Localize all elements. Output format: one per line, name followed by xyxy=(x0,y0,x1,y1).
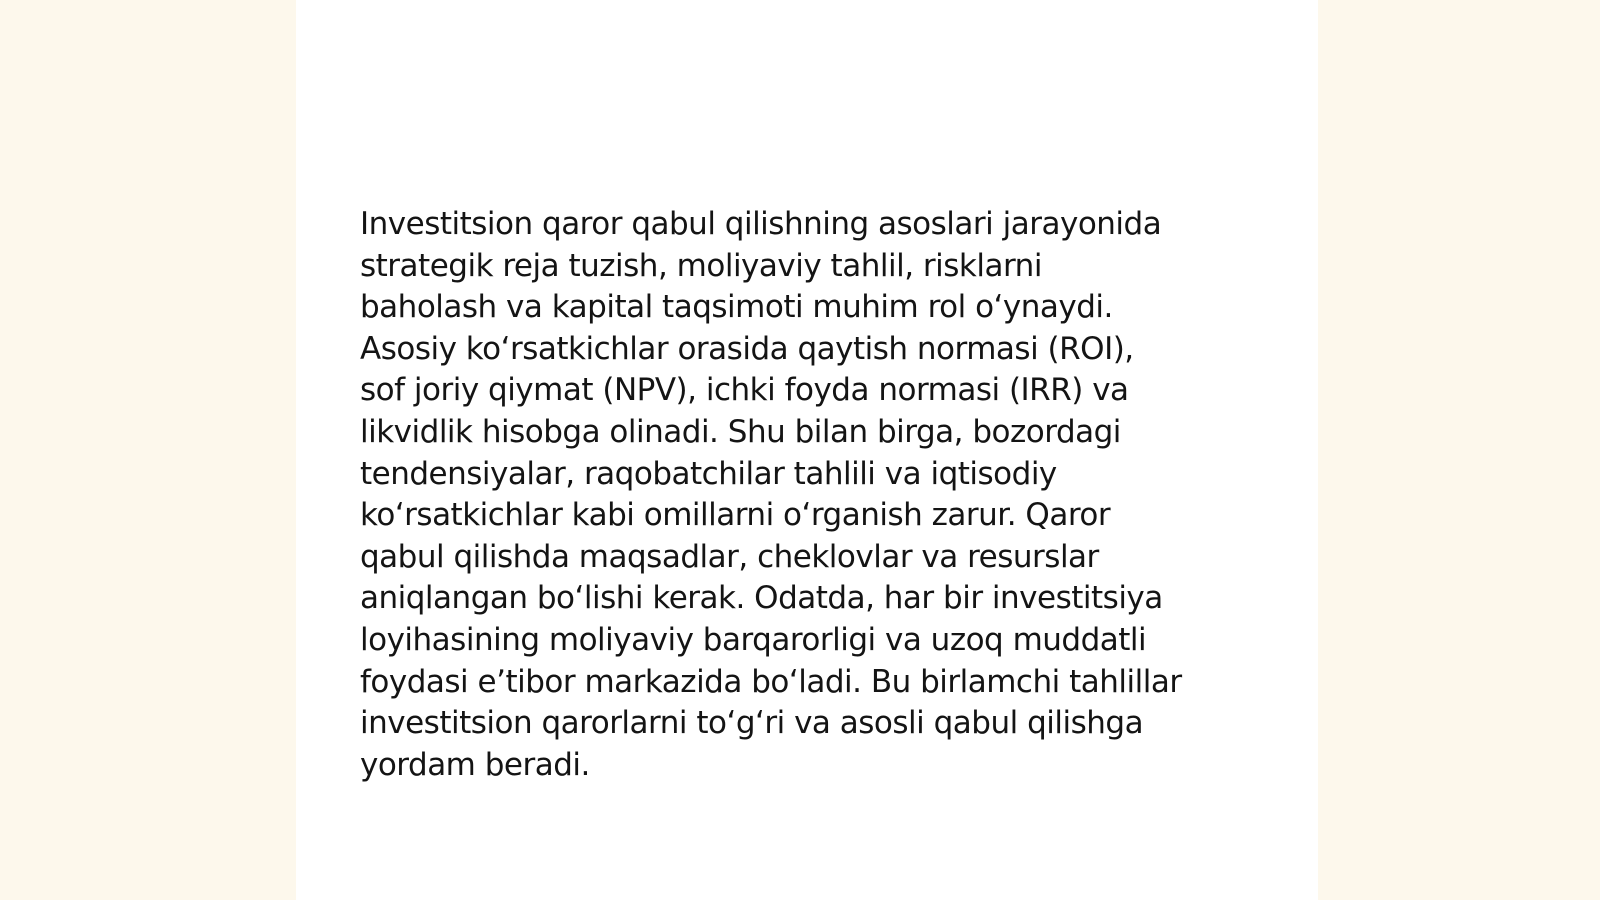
paragraph-line: Asosiy ko‘rsatkichlar orasida qaytish normasi (ROI), xyxy=(360,330,1134,367)
paragraph-line: Investitsion qaror qabul qilishning asoslari jarayonida xyxy=(360,206,1162,242)
paragraph-line: qabul qilishda maqsadlar, cheklovlar va resurslar xyxy=(360,538,1099,575)
paragraph-line: sof joriy qiymat (NPV), ichki foyda normasi (IRR) va xyxy=(360,372,1129,409)
body-paragraph xyxy=(360,204,1260,786)
paragraph-line: ko‘rsatkichlar kabi omillarni o‘rganish zarur. Qaror xyxy=(360,497,1111,534)
paragraph-line: foydasi e’tibor markazida bo‘ladi. Bu birlamchi tahlillar xyxy=(360,663,1182,700)
paragraph-line: loyihasining moliyaviy barqarorligi va uzoq muddatli xyxy=(360,621,1147,658)
paragraph-line: tendensiyalar, raqobatchilar tahlili va iqtisodiy xyxy=(360,455,1057,492)
paragraph-line: likvidlik hisobga olinadi. Shu bilan birga, bozordagi xyxy=(360,413,1121,450)
paragraph-line: baholash va kapital taqsimoti muhim rol o‘ynaydi. xyxy=(360,289,1113,326)
paragraph-line: investitsion qarorlarni to‘g‘ri va asosli qabul qilishga xyxy=(360,705,1144,742)
paragraph-line: strategik reja tuzish, moliyaviy tahlil, risklarni xyxy=(360,247,1042,284)
document-page xyxy=(296,0,1318,900)
paragraph-line: aniqlangan bo‘lishi kerak. Odatda, har bir investitsiya xyxy=(360,580,1163,617)
paragraph-line: yordam beradi. xyxy=(360,746,590,783)
